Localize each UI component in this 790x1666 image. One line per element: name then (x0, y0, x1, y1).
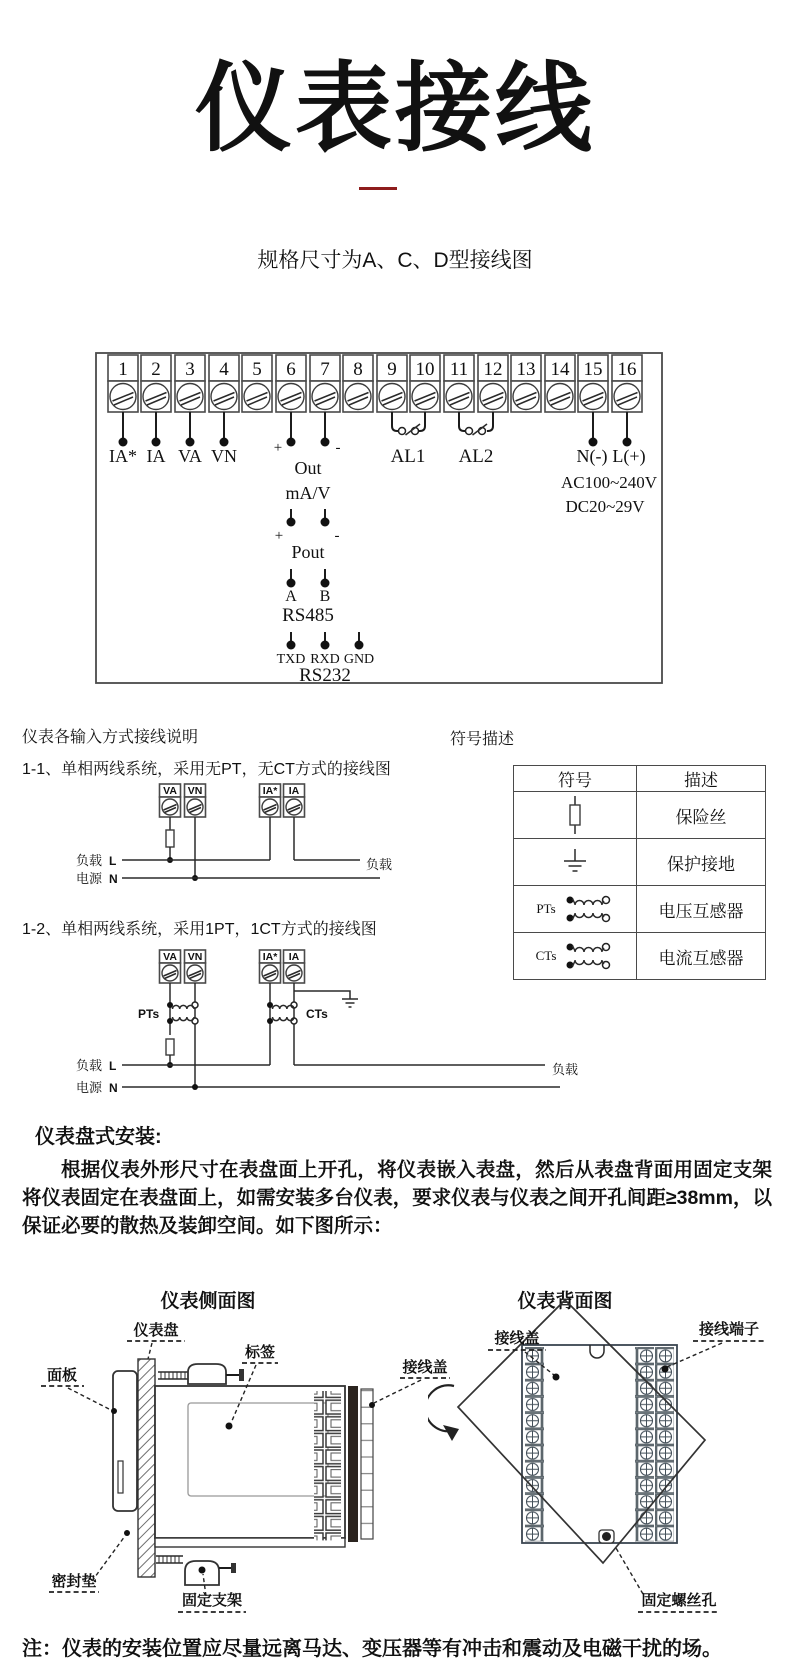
wire-cover-label: 接线盖 (402, 1359, 448, 1376)
ct-label: CTs (306, 1007, 328, 1021)
footer-note: 注：仪表的安装位置应尽量远离马达、变压器等有冲击和震动及电磁干扰的场。 (22, 1638, 722, 1660)
svg-text:VA: VA (163, 785, 177, 797)
terminal-ia-star (260, 950, 281, 983)
svg-text:AL1: AL1 (390, 446, 426, 467)
terminal-ia (284, 784, 305, 817)
svg-text:5: 5 (252, 359, 262, 380)
screw-icon (278, 384, 304, 410)
table-row (514, 886, 766, 933)
title-accent-rule (359, 187, 397, 190)
bracket-screw-head (231, 1563, 236, 1573)
svg-text:4: 4 (219, 359, 229, 380)
svg-text:14: 14 (550, 359, 570, 380)
rs485-wires (282, 569, 334, 626)
symbol-description: 电压互感器 (637, 886, 766, 933)
screw-icon (177, 384, 203, 410)
terminal-ia-star (260, 784, 281, 817)
terminal-ia (284, 950, 305, 983)
terminal-cell (242, 355, 272, 412)
fuse-icon (166, 817, 174, 860)
terminal-cells (108, 355, 642, 412)
svg-text:7: 7 (320, 359, 330, 380)
terminal-cell (444, 355, 474, 412)
rotate-arrow-icon (428, 1385, 459, 1441)
svg-text:11: 11 (449, 359, 469, 380)
load-left-label: 负载 (76, 853, 103, 868)
side-view-diagram (28, 1283, 458, 1619)
rs232-wires (277, 632, 375, 686)
back-view-title: 仪表背面图 (517, 1291, 613, 1312)
page-title: 仪表接线 (195, 54, 595, 163)
symbol-description: 电流互感器 (637, 933, 766, 980)
back-view-diagram (428, 1283, 790, 1619)
page-subtitle: 规格尺寸为A、C、D型接线图 (257, 249, 533, 272)
alarm2-contact (459, 412, 494, 467)
bracket-label: 固定支架 (181, 1592, 243, 1609)
terminal-strip-diagram (88, 338, 670, 688)
svg-text:TXD: TXD (276, 652, 306, 667)
bracket-screw-head (239, 1369, 244, 1381)
rear-terminal-stack (314, 1391, 341, 1540)
svg-text:12: 12 (483, 359, 503, 380)
terminal-cell (578, 355, 608, 412)
symbol-table-heading: 符号描述 (450, 731, 515, 748)
load-right-label: 负载 (366, 857, 393, 872)
svg-text:-: - (335, 440, 341, 456)
front-panel-label: 面板 (46, 1367, 78, 1384)
wire-cover-label: 接线盖 (494, 1330, 540, 1347)
ct-symbol-label: CTs (535, 948, 557, 963)
svg-text:A: A (285, 588, 297, 605)
side-view-title: 仪表侧面图 (160, 1291, 256, 1312)
svg-text:Out: Out (294, 458, 322, 478)
table-row (514, 792, 766, 839)
source-label: 电源 (76, 871, 103, 886)
terminal-label: 接线端子 (698, 1321, 760, 1338)
line-n-label: N (109, 1081, 118, 1095)
power-wires (561, 412, 658, 516)
label-area (188, 1403, 328, 1496)
svg-text:B: B (319, 588, 331, 605)
wiring-diagram-1-1 (40, 782, 410, 886)
fuse-icon (564, 794, 586, 836)
terminal-vn (185, 950, 206, 983)
screw-icon (412, 384, 438, 410)
svg-text:DC20~29V: DC20~29V (565, 497, 645, 516)
svg-text:VA: VA (163, 951, 177, 963)
top-bracket (158, 1364, 244, 1384)
svg-text:VN: VN (187, 785, 203, 797)
screw-icon (244, 384, 270, 410)
svg-text:6: 6 (286, 359, 296, 380)
installation-heading: 仪表盘式安装: (35, 1126, 162, 1148)
terminal-column-left (525, 1347, 544, 1541)
wiring-cover-accordion (361, 1389, 373, 1539)
screw-icon (110, 384, 136, 410)
symbol-description: 保险丝 (637, 792, 766, 839)
terminal-cell (343, 355, 373, 412)
svg-text:13: 13 (516, 359, 536, 380)
line-l-label: L (109, 854, 117, 868)
terminal-va (160, 950, 181, 983)
terminal-cell (377, 355, 407, 412)
panel-board-label: 仪表盘 (133, 1322, 179, 1339)
terminal-column-right-2 (655, 1347, 674, 1541)
line-n-label: N (109, 872, 118, 886)
fixing-screw (599, 1530, 614, 1543)
screw-icon (547, 384, 573, 410)
svg-text:VN: VN (211, 446, 237, 466)
svg-text:IA*: IA* (262, 785, 278, 797)
svg-text:L(+): L(+) (612, 446, 646, 466)
front-bezel (113, 1371, 137, 1511)
column-header-description: 描述 (637, 766, 766, 792)
svg-text:RXD: RXD (310, 652, 340, 667)
svg-text:1: 1 (118, 359, 128, 380)
terminal-cell (141, 355, 171, 412)
svg-text:RS232: RS232 (299, 665, 351, 686)
svg-text:10: 10 (415, 359, 435, 380)
installation-paragraph: 根据仪表外形尺寸在表盘面上开孔，将仪表嵌入表盘，然后从表盘背面用固定支架将仪表固定在表盘面上，如需安装多台仪表，要求仪表与仪表之间开孔间距≥38mm，以保证必要的散热及装卸空间。如下图所示： (22, 1159, 772, 1237)
symbol-description: 保护接地 (637, 839, 766, 886)
svg-text:8: 8 (353, 359, 363, 380)
cover-bar (348, 1386, 358, 1542)
screw-icon (143, 384, 169, 410)
svg-text:IA*: IA* (109, 446, 137, 466)
screw-icon (379, 384, 405, 410)
fuse-icon (166, 1039, 174, 1065)
svg-text:AL2: AL2 (458, 446, 494, 467)
terminal-cell (175, 355, 205, 412)
svg-text:9: 9 (387, 359, 397, 380)
diagram-1-2-caption: 1-2、单相两线系统，采用1PT，1CT方式的接线图 (22, 921, 377, 938)
pulse-output-wires (275, 509, 340, 562)
svg-text:IA: IA (146, 446, 166, 466)
voltage-transformer-icon (167, 983, 198, 1087)
svg-text:AC100~240V: AC100~240V (560, 473, 658, 492)
svg-text:3: 3 (185, 359, 195, 380)
current-transformer-icon (267, 983, 297, 1065)
svg-text:+: + (273, 440, 283, 456)
svg-text:-: - (334, 528, 340, 544)
screw-icon (614, 384, 640, 410)
terminal-cell (478, 355, 508, 412)
tag-label: 标签 (244, 1344, 276, 1361)
svg-text:IA*: IA* (262, 951, 278, 963)
svg-text:2: 2 (151, 359, 161, 380)
screw-icon (446, 384, 472, 410)
pt-symbol-label: PTs (536, 901, 556, 916)
screw-icon (513, 384, 539, 410)
line-l-label: L (109, 1059, 117, 1073)
source-label: 电源 (76, 1080, 103, 1095)
wiring-diagram-1-2 (40, 945, 610, 1105)
load-right-label: 负载 (552, 1062, 579, 1077)
terminal-vn (185, 784, 206, 817)
svg-text:VN: VN (187, 951, 203, 963)
protective-earth-icon (294, 991, 358, 1007)
svg-text:16: 16 (617, 359, 637, 380)
mounting-panel (138, 1359, 155, 1577)
terminal-cell (545, 355, 575, 412)
svg-text:VA: VA (178, 446, 202, 466)
terminal-cell (276, 355, 306, 412)
svg-text:+: + (274, 528, 284, 544)
svg-text:IA: IA (288, 951, 300, 963)
svg-text:Pout: Pout (291, 542, 325, 562)
svg-text:15: 15 (583, 359, 603, 380)
terminal-cell (108, 355, 138, 412)
analog-output-wires (274, 412, 341, 503)
svg-text:IA: IA (288, 785, 300, 797)
terminal-cell (511, 355, 541, 412)
screw-icon (345, 384, 371, 410)
pt-label: PTs (138, 1007, 160, 1021)
terminal-va (160, 784, 181, 817)
screw-icon (211, 384, 237, 410)
terminal-cell (310, 355, 340, 412)
bottom-bracket (156, 1556, 236, 1585)
svg-text:RS485: RS485 (282, 605, 334, 626)
column-header-symbol: 符号 (514, 766, 637, 792)
terminal-cell (209, 355, 239, 412)
voltage-transformer-icon (560, 892, 614, 926)
screw-hole-label: 固定螺丝孔 (641, 1592, 717, 1609)
screw-icon (312, 384, 338, 410)
svg-text:mA/V: mA/V (285, 483, 331, 503)
input-wires (109, 412, 237, 466)
terminal-cell (612, 355, 642, 412)
svg-text:GND: GND (343, 652, 375, 667)
table-row (514, 839, 766, 886)
gasket-label: 密封垫 (51, 1573, 97, 1590)
load-left-label: 负载 (76, 1058, 103, 1073)
svg-text:N(-): N(-) (576, 446, 608, 466)
protective-earth-icon (559, 848, 591, 876)
wiring-section-heading: 仪表各输入方式接线说明 (22, 729, 199, 746)
symbol-table-header-row (514, 766, 766, 792)
alarm1-contact (391, 412, 426, 467)
terminal-cell (410, 355, 440, 412)
screw-icon (580, 384, 606, 410)
screw-icon (480, 384, 506, 410)
diagram-1-1-caption: 1-1、单相两线系统，采用无PT，无CT方式的接线图 (22, 761, 391, 778)
